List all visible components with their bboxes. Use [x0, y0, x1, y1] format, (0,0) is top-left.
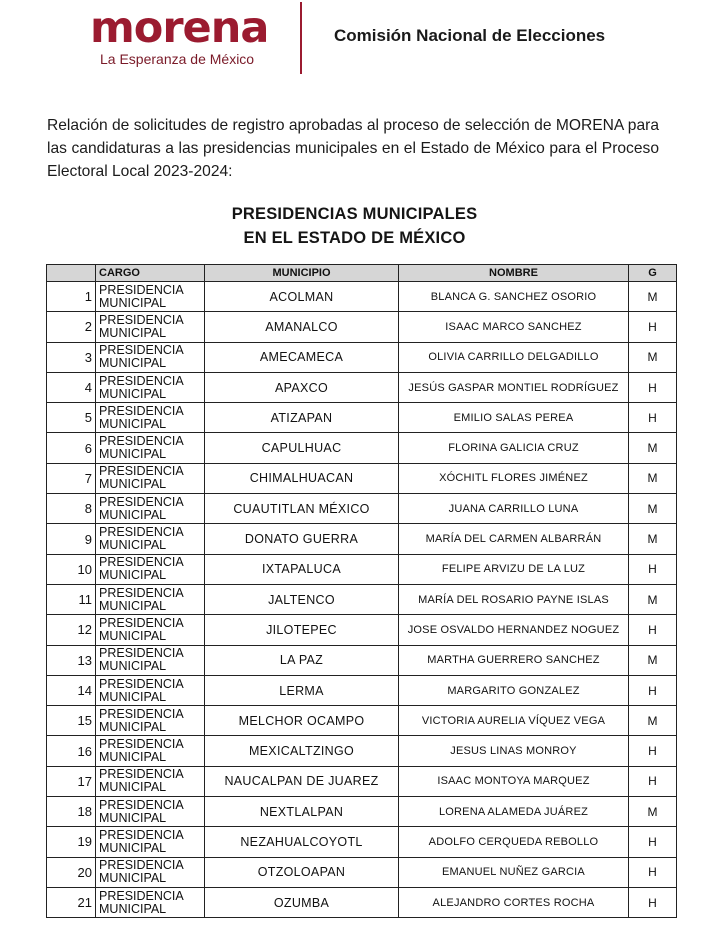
row-number: 13 — [47, 645, 96, 675]
table-row — [47, 766, 677, 796]
gender-cell: H — [629, 736, 677, 766]
row-number: 12 — [47, 615, 96, 645]
nombre-cell: XÓCHITL FLORES JIMÉNEZ — [399, 463, 629, 493]
row-number: 4 — [47, 372, 96, 402]
cargo-line1: PRESIDENCIA — [99, 373, 184, 388]
cargo-cell — [96, 797, 205, 827]
gender-cell: H — [629, 857, 677, 887]
municipio-cell: LERMA — [205, 675, 399, 705]
table-row — [47, 857, 677, 887]
cargo-line2: MUNICIPAL — [99, 568, 167, 583]
cargo-line2: MUNICIPAL — [99, 689, 167, 704]
municipio-cell: OZUMBA — [205, 887, 399, 917]
row-number: 11 — [47, 584, 96, 614]
municipio-cell: APAXCO — [205, 372, 399, 402]
row-number: 9 — [47, 524, 96, 554]
gender-cell: M — [629, 494, 677, 524]
cargo-line2: MUNICIPAL — [99, 447, 167, 462]
table-row — [47, 615, 677, 645]
cargo-line2: MUNICIPAL — [99, 628, 167, 643]
municipio-cell: ACOLMAN — [205, 282, 399, 312]
cargo-line1: PRESIDENCIA — [99, 555, 184, 570]
cargo-cell — [96, 554, 205, 584]
gender-cell: M — [629, 282, 677, 312]
cargo-line2: MUNICIPAL — [99, 840, 167, 855]
gender-cell: H — [629, 312, 677, 342]
row-number: 2 — [47, 312, 96, 342]
table-row — [47, 494, 677, 524]
cargo-line1: PRESIDENCIA — [99, 494, 184, 509]
header-municipio: MUNICIPIO — [205, 265, 399, 282]
row-number: 7 — [47, 463, 96, 493]
table-row — [47, 312, 677, 342]
table-row — [47, 827, 677, 857]
table-row — [47, 463, 677, 493]
cargo-line1: PRESIDENCIA — [99, 312, 184, 327]
municipio-cell: ATIZAPAN — [205, 403, 399, 433]
municipio-cell: NAUCALPAN DE JUAREZ — [205, 766, 399, 796]
nombre-cell: BLANCA G. SANCHEZ OSORIO — [399, 282, 629, 312]
nombre-cell: ADOLFO CERQUEDA REBOLLO — [399, 827, 629, 857]
table-row — [47, 433, 677, 463]
nombre-cell: MARÍA DEL CARMEN ALBARRÁN — [399, 524, 629, 554]
municipio-cell: IXTAPALUCA — [205, 554, 399, 584]
municipio-cell: OTZOLOAPAN — [205, 857, 399, 887]
row-number: 19 — [47, 827, 96, 857]
nombre-cell: LORENA ALAMEDA JUÁREZ — [399, 797, 629, 827]
cargo-line2: MUNICIPAL — [99, 356, 167, 371]
gender-cell: M — [629, 645, 677, 675]
cargo-line2: MUNICIPAL — [99, 416, 167, 431]
table-row — [47, 342, 677, 372]
table-row — [47, 403, 677, 433]
header-divider — [300, 2, 302, 74]
cargo-line2: MUNICIPAL — [99, 295, 167, 310]
cargo-cell — [96, 463, 205, 493]
municipio-cell: CHIMALHUACAN — [205, 463, 399, 493]
cargo-line2: MUNICIPAL — [99, 325, 167, 340]
cargo-cell — [96, 615, 205, 645]
cargo-cell — [96, 584, 205, 614]
nombre-cell: ISAAC MARCO SANCHEZ — [399, 312, 629, 342]
municipio-cell: JILOTEPEC — [205, 615, 399, 645]
cargo-line2: MUNICIPAL — [99, 598, 167, 613]
cargo-cell — [96, 766, 205, 796]
cargo-line2: MUNICIPAL — [99, 810, 167, 825]
cargo-cell — [96, 433, 205, 463]
cargo-line2: MUNICIPAL — [99, 507, 167, 522]
table-row — [47, 524, 677, 554]
table-row — [47, 554, 677, 584]
cargo-line1: PRESIDENCIA — [99, 888, 184, 903]
cargo-cell — [96, 342, 205, 372]
section-title-line1: PRESIDENCIAS MUNICIPALES — [231, 205, 478, 223]
row-number: 10 — [47, 554, 96, 584]
cargo-cell — [96, 857, 205, 887]
municipio-cell: MELCHOR OCAMPO — [205, 706, 399, 736]
cargo-line2: MUNICIPAL — [99, 901, 167, 916]
table-row — [47, 797, 677, 827]
cargo-line2: MUNICIPAL — [99, 538, 167, 553]
nombre-cell: ALEJANDRO CORTES ROCHA — [399, 887, 629, 917]
nombre-cell: ISAAC MONTOYA MARQUEZ — [399, 766, 629, 796]
nombre-cell: JOSE OSVALDO HERNANDEZ NOGUEZ — [399, 615, 629, 645]
header-cargo: CARGO — [96, 265, 205, 282]
nombre-cell: FLORINA GALICIA CRUZ — [399, 433, 629, 463]
municipio-cell: AMANALCO — [205, 312, 399, 342]
gender-cell: H — [629, 554, 677, 584]
logo-tagline: La Esperanza de México — [100, 51, 255, 67]
nombre-cell: EMILIO SALAS PEREA — [399, 403, 629, 433]
row-number: 15 — [47, 706, 96, 736]
gender-cell: H — [629, 372, 677, 402]
header-number — [47, 265, 96, 282]
nombre-cell: JUANA CARRILLO LUNA — [399, 494, 629, 524]
candidates-table — [46, 264, 677, 918]
cargo-line1: PRESIDENCIA — [99, 767, 184, 782]
cargo-line1: PRESIDENCIA — [99, 646, 184, 661]
gender-cell: M — [629, 584, 677, 614]
document-header — [0, 0, 709, 86]
cargo-cell — [96, 494, 205, 524]
table-row — [47, 887, 677, 917]
municipio-cell: CAPULHUAC — [205, 433, 399, 463]
gender-cell: H — [629, 675, 677, 705]
gender-cell: M — [629, 463, 677, 493]
gender-cell: H — [629, 615, 677, 645]
header-nombre: NOMBRE — [399, 265, 629, 282]
gender-cell: H — [629, 766, 677, 796]
cargo-cell — [96, 372, 205, 402]
row-number: 8 — [47, 494, 96, 524]
nombre-cell: OLIVIA CARRILLO DELGADILLO — [399, 342, 629, 372]
cargo-cell — [96, 675, 205, 705]
table-row — [47, 706, 677, 736]
nombre-cell: FELIPE ARVIZU DE LA LUZ — [399, 554, 629, 584]
table-row — [47, 736, 677, 766]
cargo-line2: MUNICIPAL — [99, 659, 167, 674]
cargo-cell — [96, 524, 205, 554]
cargo-line1: PRESIDENCIA — [99, 737, 184, 752]
cargo-cell — [96, 645, 205, 675]
cargo-line1: PRESIDENCIA — [99, 525, 184, 540]
nombre-cell: VICTORIA AURELIA VÍQUEZ VEGA — [399, 706, 629, 736]
cargo-line1: PRESIDENCIA — [99, 615, 184, 630]
cargo-line1: PRESIDENCIA — [99, 282, 184, 297]
gender-cell: M — [629, 706, 677, 736]
cargo-cell — [96, 827, 205, 857]
commission-title: Comisión Nacional de Elecciones — [334, 26, 606, 45]
municipio-cell: NEXTLALPAN — [205, 797, 399, 827]
table-header-row — [47, 265, 677, 282]
nombre-cell: MARÍA DEL ROSARIO PAYNE ISLAS — [399, 584, 629, 614]
morena-logo: morena — [90, 3, 269, 53]
cargo-cell — [96, 706, 205, 736]
cargo-line1: PRESIDENCIA — [99, 676, 184, 691]
table-row — [47, 372, 677, 402]
section-title-line2: EN EL ESTADO DE MÉXICO — [243, 229, 466, 247]
row-number: 21 — [47, 887, 96, 917]
cargo-cell — [96, 736, 205, 766]
cargo-cell — [96, 887, 205, 917]
row-number: 16 — [47, 736, 96, 766]
row-number: 18 — [47, 797, 96, 827]
nombre-cell: JESÚS GASPAR MONTIEL RODRÍGUEZ — [399, 372, 629, 402]
cargo-line1: PRESIDENCIA — [99, 434, 184, 449]
municipio-cell: NEZAHUALCOYOTL — [205, 827, 399, 857]
table-row — [47, 645, 677, 675]
cargo-line1: PRESIDENCIA — [99, 403, 184, 418]
cargo-line1: PRESIDENCIA — [99, 464, 184, 479]
cargo-line1: PRESIDENCIA — [99, 343, 184, 358]
row-number: 17 — [47, 766, 96, 796]
cargo-cell — [96, 312, 205, 342]
cargo-cell — [96, 282, 205, 312]
nombre-cell: JESUS LINAS MONROY — [399, 736, 629, 766]
cargo-line1: PRESIDENCIA — [99, 585, 184, 600]
row-number: 6 — [47, 433, 96, 463]
cargo-line2: MUNICIPAL — [99, 477, 167, 492]
row-number: 14 — [47, 675, 96, 705]
cargo-line1: PRESIDENCIA — [99, 797, 184, 812]
table-row — [47, 282, 677, 312]
row-number: 20 — [47, 857, 96, 887]
table-row — [47, 675, 677, 705]
intro-paragraph: Relación de solicitudes de registro aprobadas al proceso de selección de MORENA para las candidaturas a las presidencias municipales en el Estado de México para el Proceso Electoral Local 2023-2024: — [47, 117, 659, 180]
municipio-cell: DONATO GUERRA — [205, 524, 399, 554]
header-gender: G — [629, 265, 677, 282]
municipio-cell: LA PAZ — [205, 645, 399, 675]
cargo-line1: PRESIDENCIA — [99, 706, 184, 721]
municipio-cell: MEXICALTZINGO — [205, 736, 399, 766]
table-row — [47, 584, 677, 614]
gender-cell: H — [629, 403, 677, 433]
gender-cell: M — [629, 797, 677, 827]
cargo-line2: MUNICIPAL — [99, 719, 167, 734]
municipio-cell: AMECAMECA — [205, 342, 399, 372]
cargo-cell — [96, 403, 205, 433]
municipio-cell: JALTENCO — [205, 584, 399, 614]
municipio-cell: CUAUTITLAN MÉXICO — [205, 494, 399, 524]
gender-cell: M — [629, 342, 677, 372]
gender-cell: M — [629, 433, 677, 463]
cargo-line2: MUNICIPAL — [99, 871, 167, 886]
cargo-line2: MUNICIPAL — [99, 780, 167, 795]
nombre-cell: MARTHA GUERRERO SANCHEZ — [399, 645, 629, 675]
row-number: 3 — [47, 342, 96, 372]
gender-cell: M — [629, 524, 677, 554]
cargo-line2: MUNICIPAL — [99, 750, 167, 765]
nombre-cell: EMANUEL NUÑEZ GARCIA — [399, 857, 629, 887]
row-number: 1 — [47, 282, 96, 312]
nombre-cell: MARGARITO GONZALEZ — [399, 675, 629, 705]
row-number: 5 — [47, 403, 96, 433]
cargo-line2: MUNICIPAL — [99, 386, 167, 401]
cargo-line1: PRESIDENCIA — [99, 858, 184, 873]
gender-cell: H — [629, 827, 677, 857]
gender-cell: H — [629, 887, 677, 917]
cargo-line1: PRESIDENCIA — [99, 827, 184, 842]
